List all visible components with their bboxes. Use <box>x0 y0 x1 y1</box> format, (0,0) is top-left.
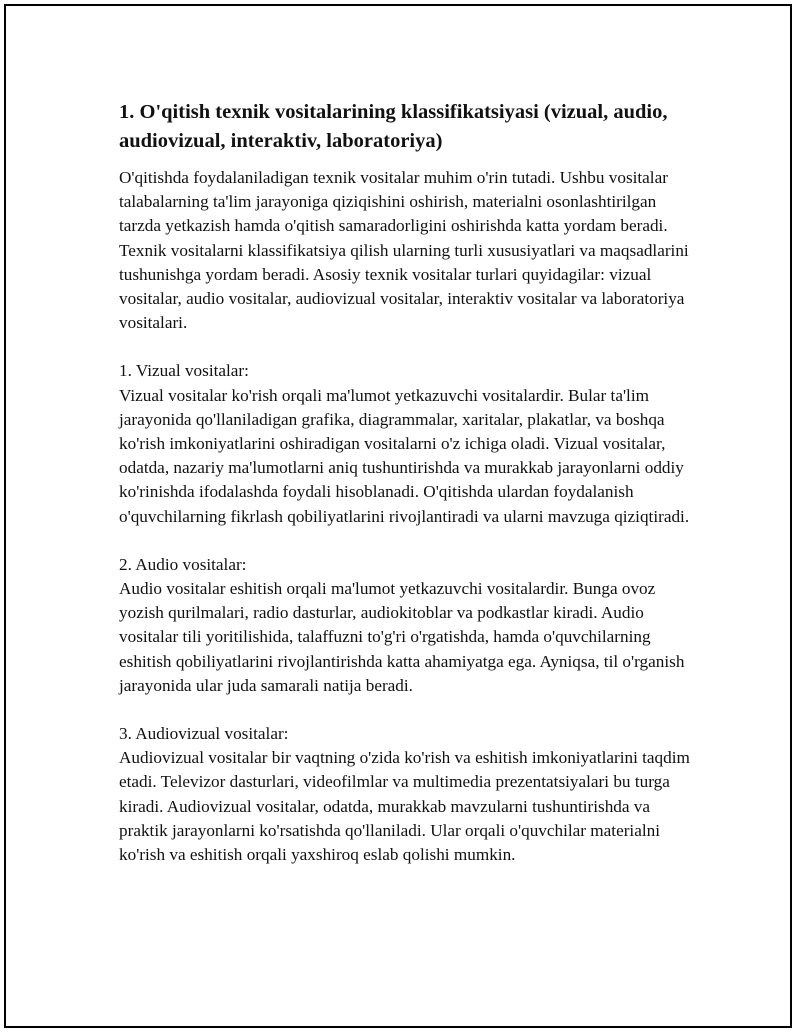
section-audio <box>119 553 699 698</box>
page-frame <box>4 4 792 1028</box>
section-body: Audio vositalar eshitish orqali ma'lumot yetkazuvchi vositalardir. Bunga ovoz yozish qurilmalari, radio dasturlar, audiokitoblar va podkastlar kiradi. Audio vositalar tili yoritilishida, talaffuzni to'g'ri o'rgatishda, hamda o'quvchilarning eshitish qobiliyatlarini rivojlantirishda katta ahamiyatga ega. Ayniqsa, til o'rganish jarayonida ular juda samarali natija beradi. <box>119 579 685 695</box>
document-title: 1. O'qitish texnik vositalarining klassifikatsiyasi (vizual, audio, audiovizual, interaktiv, laboratoriya) <box>119 101 668 152</box>
section-body: Vizual vositalar ko'rish orqali ma'lumot yetkazuvchi vositalardir. Bular ta'lim jarayonida qo'llaniladigan grafika, diagrammalar, xaritalar, plakatlar, va boshqa ko'rish imkoniyatlarini oshiradigan vositalarni o'z ichiga oladi. Vizual vositalar, odatda, nazariy ma'lumotlarni aniq tushuntirishda va murakkab jarayonlarni oddiy ko'rinishda ifodalashda foydali hisoblanadi. O'qitishda ulardan foydalanish o'quvchilarning fikrlash qobiliyatlarini rivojlantiradi va ularni mavzuga qiziqtiradi. <box>119 385 690 526</box>
section-heading: 1. Vizual vositalar: <box>119 361 249 381</box>
section-heading: 2. Audio vositalar: <box>119 554 247 574</box>
section-body: Audiovizual vositalar bir vaqtning o'zida ko'rish va eshitish imkoniyatlarini taqdim etadi. Televizor dasturlari, videofilmlar va multimedia prezentatsiyalari bu turga kiradi. Audiovizual vositalar, odatda, murakkab mavzularni tushuntirishda va praktik jarayonlarni ko'rsatishda qo'llaniladi. Ular orqali o'quvchilar materialni ko'rish va eshitish orqali yaxshiroq eslab qolishi mumkin. <box>119 748 690 865</box>
section-visual <box>119 359 699 528</box>
section-audiovisual <box>119 722 699 867</box>
section-heading: 3. Audiovizual vositalar: <box>119 724 289 744</box>
document-content <box>119 98 699 867</box>
intro-paragraph: O'qitishda foydalaniladigan texnik vositalar muhim o'rin tutadi. Ushbu vositalar talabalarning ta'lim jarayoniga qiziqishini oshirish, materialni osonlashtirilgan tarzda yetkazish hamda o'qitish samaradorligini oshirishda katta yordam beradi. Texnik vositalarni klassifikatsiya qilish ularning turli xususiyatlari va maqsadlarini tushunishga yordam beradi. Asosiy texnik vositalar turlari quyidagilar: vizual vositalar, audio vositalar, audiovizual vositalar, interaktiv vositalar va laboratoriya vositalari. <box>119 168 689 333</box>
